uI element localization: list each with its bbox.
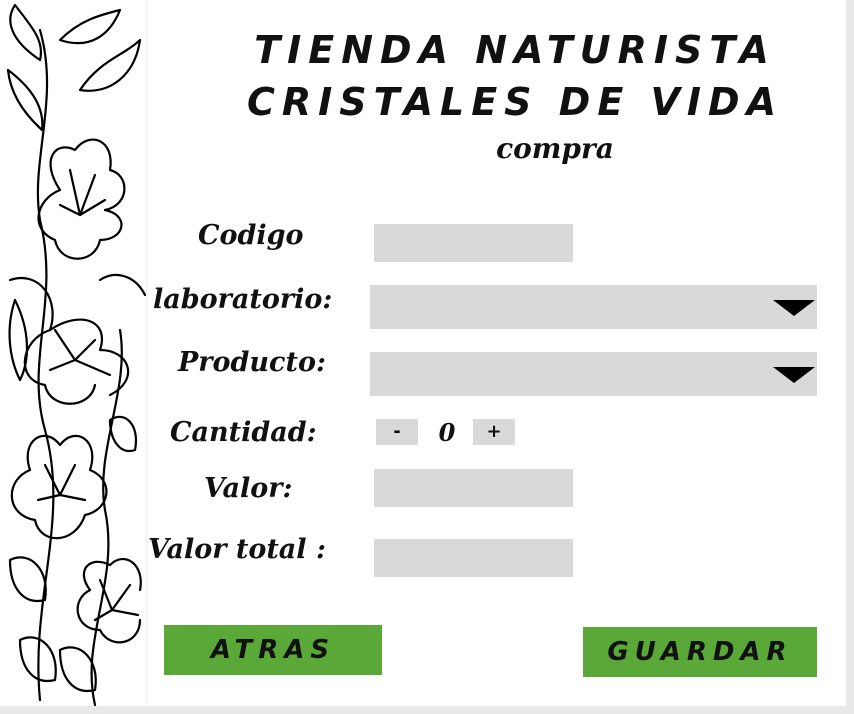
title-line-2: CRISTALES DE VIDA (246, 80, 784, 124)
save-button[interactable]: GUARDAR (583, 627, 817, 677)
cantidad-label: Cantidad: (170, 417, 317, 448)
floral-decoration (0, 0, 147, 706)
quantity-value: 0 (438, 418, 456, 447)
valor-label: Valor: (204, 473, 293, 504)
producto-label: Producto: (178, 347, 326, 378)
producto-select[interactable] (370, 352, 817, 396)
page-subtitle: compra (496, 132, 614, 165)
back-button[interactable]: ATRAS (164, 625, 382, 675)
valor-total-label: Valor total : (148, 534, 326, 565)
increment-button[interactable]: + (473, 419, 515, 445)
laboratorio-select[interactable] (370, 285, 817, 329)
codigo-input[interactable] (374, 224, 573, 262)
dropdown-arrow-icon[interactable] (773, 300, 815, 316)
page-title (200, 24, 830, 128)
dropdown-arrow-icon[interactable] (773, 367, 815, 383)
codigo-label: Codigo (198, 220, 304, 251)
decrement-button[interactable]: - (376, 419, 418, 445)
flower-illustration-icon (0, 0, 146, 706)
laboratorio-label: laboratorio: (153, 284, 333, 315)
title-line-1: TIENDA NATURISTA (254, 28, 776, 72)
valor-total-input[interactable] (374, 539, 573, 577)
valor-input[interactable] (374, 469, 573, 507)
